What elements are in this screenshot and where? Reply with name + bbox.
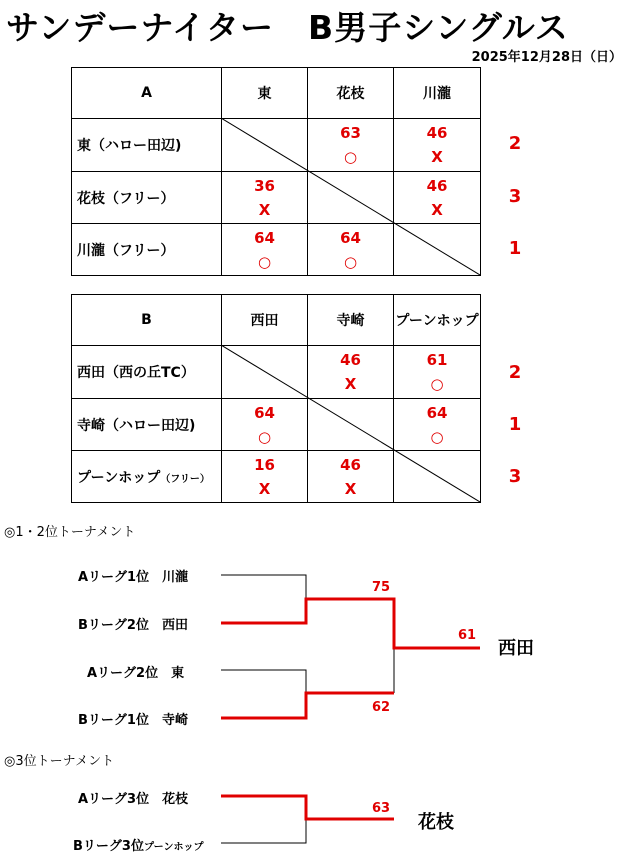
player-name [72, 451, 222, 503]
col-header: 東 [222, 68, 308, 119]
bracket-entry: Bリーグ1位 寺崎 [78, 713, 188, 728]
tournament12-heading: ◎1・2位トーナメント [4, 525, 136, 540]
player-name: 川瀧（フリー） [72, 224, 222, 276]
league-b-diagonal [221, 345, 480, 502]
semi-score: 62 [372, 700, 391, 715]
match-cell: 63 ○ [308, 119, 394, 172]
match-cell: 64 ○ [308, 224, 394, 276]
player-name: 寺崎（ハロー田辺) [72, 399, 222, 451]
col-header: 川瀧 [394, 68, 481, 119]
player-club: （フリー） [160, 473, 210, 485]
bracket-entry: Bリーグ2位 西田 [78, 618, 188, 633]
player-name: 西田（西の丘TC） [72, 346, 222, 399]
match-cell: 64 ○ [222, 399, 308, 451]
col-header: 西田 [222, 295, 308, 346]
match-cell: 16 X [222, 451, 308, 503]
league-a-diagonal [221, 118, 480, 275]
bracket-entry-name: プーンホップ [143, 842, 204, 853]
bracket-entry: Aリーグ3位 花枝 [78, 792, 189, 807]
tournament3-winner: 花枝 [418, 812, 454, 833]
player-name: 花枝（フリー） [72, 172, 222, 224]
league-a-header: A [72, 68, 222, 119]
match-cell: 64 ○ [394, 399, 481, 451]
bracket-entry [73, 835, 203, 854]
ranking: 2 [508, 133, 522, 154]
final-score: 63 [372, 801, 391, 816]
match-cell: 46 X [308, 451, 394, 503]
final-score: 61 [458, 628, 477, 643]
semi-score: 75 [372, 580, 391, 595]
match-cell: 61 ○ [394, 346, 481, 399]
bracket-entry: Aリーグ1位 川瀧 [78, 570, 189, 585]
ranking: 1 [508, 414, 522, 435]
event-date: 2025年12月28日（日） [471, 50, 622, 65]
match-cell: 46 X [394, 119, 481, 172]
tournament12-winner: 西田 [498, 638, 534, 659]
ranking: 3 [508, 186, 522, 207]
player-name-main: プーンホップ [77, 469, 161, 486]
match-cell: 64 ○ [222, 224, 308, 276]
ranking: 3 [508, 466, 522, 487]
match-cell: 36 X [222, 172, 308, 224]
col-header: 寺崎 [308, 295, 394, 346]
league-b-header: B [72, 295, 222, 346]
player-name: 東（ハロー田辺) [72, 119, 222, 172]
match-cell: 46 X [308, 346, 394, 399]
match-cell: 46 X [394, 172, 481, 224]
ranking: 2 [508, 362, 522, 383]
bracket-entry: Aリーグ2位 東 [87, 666, 185, 681]
page-title: サンデーナイター B男子シングルス [6, 8, 569, 47]
col-header: 花枝 [308, 68, 394, 119]
col-header: プーンホップ [394, 295, 481, 346]
ranking: 1 [508, 238, 522, 259]
bracket-entry-main: Bリーグ3位 [73, 839, 144, 854]
tournament3-heading: ◎3位トーナメント [4, 754, 115, 769]
